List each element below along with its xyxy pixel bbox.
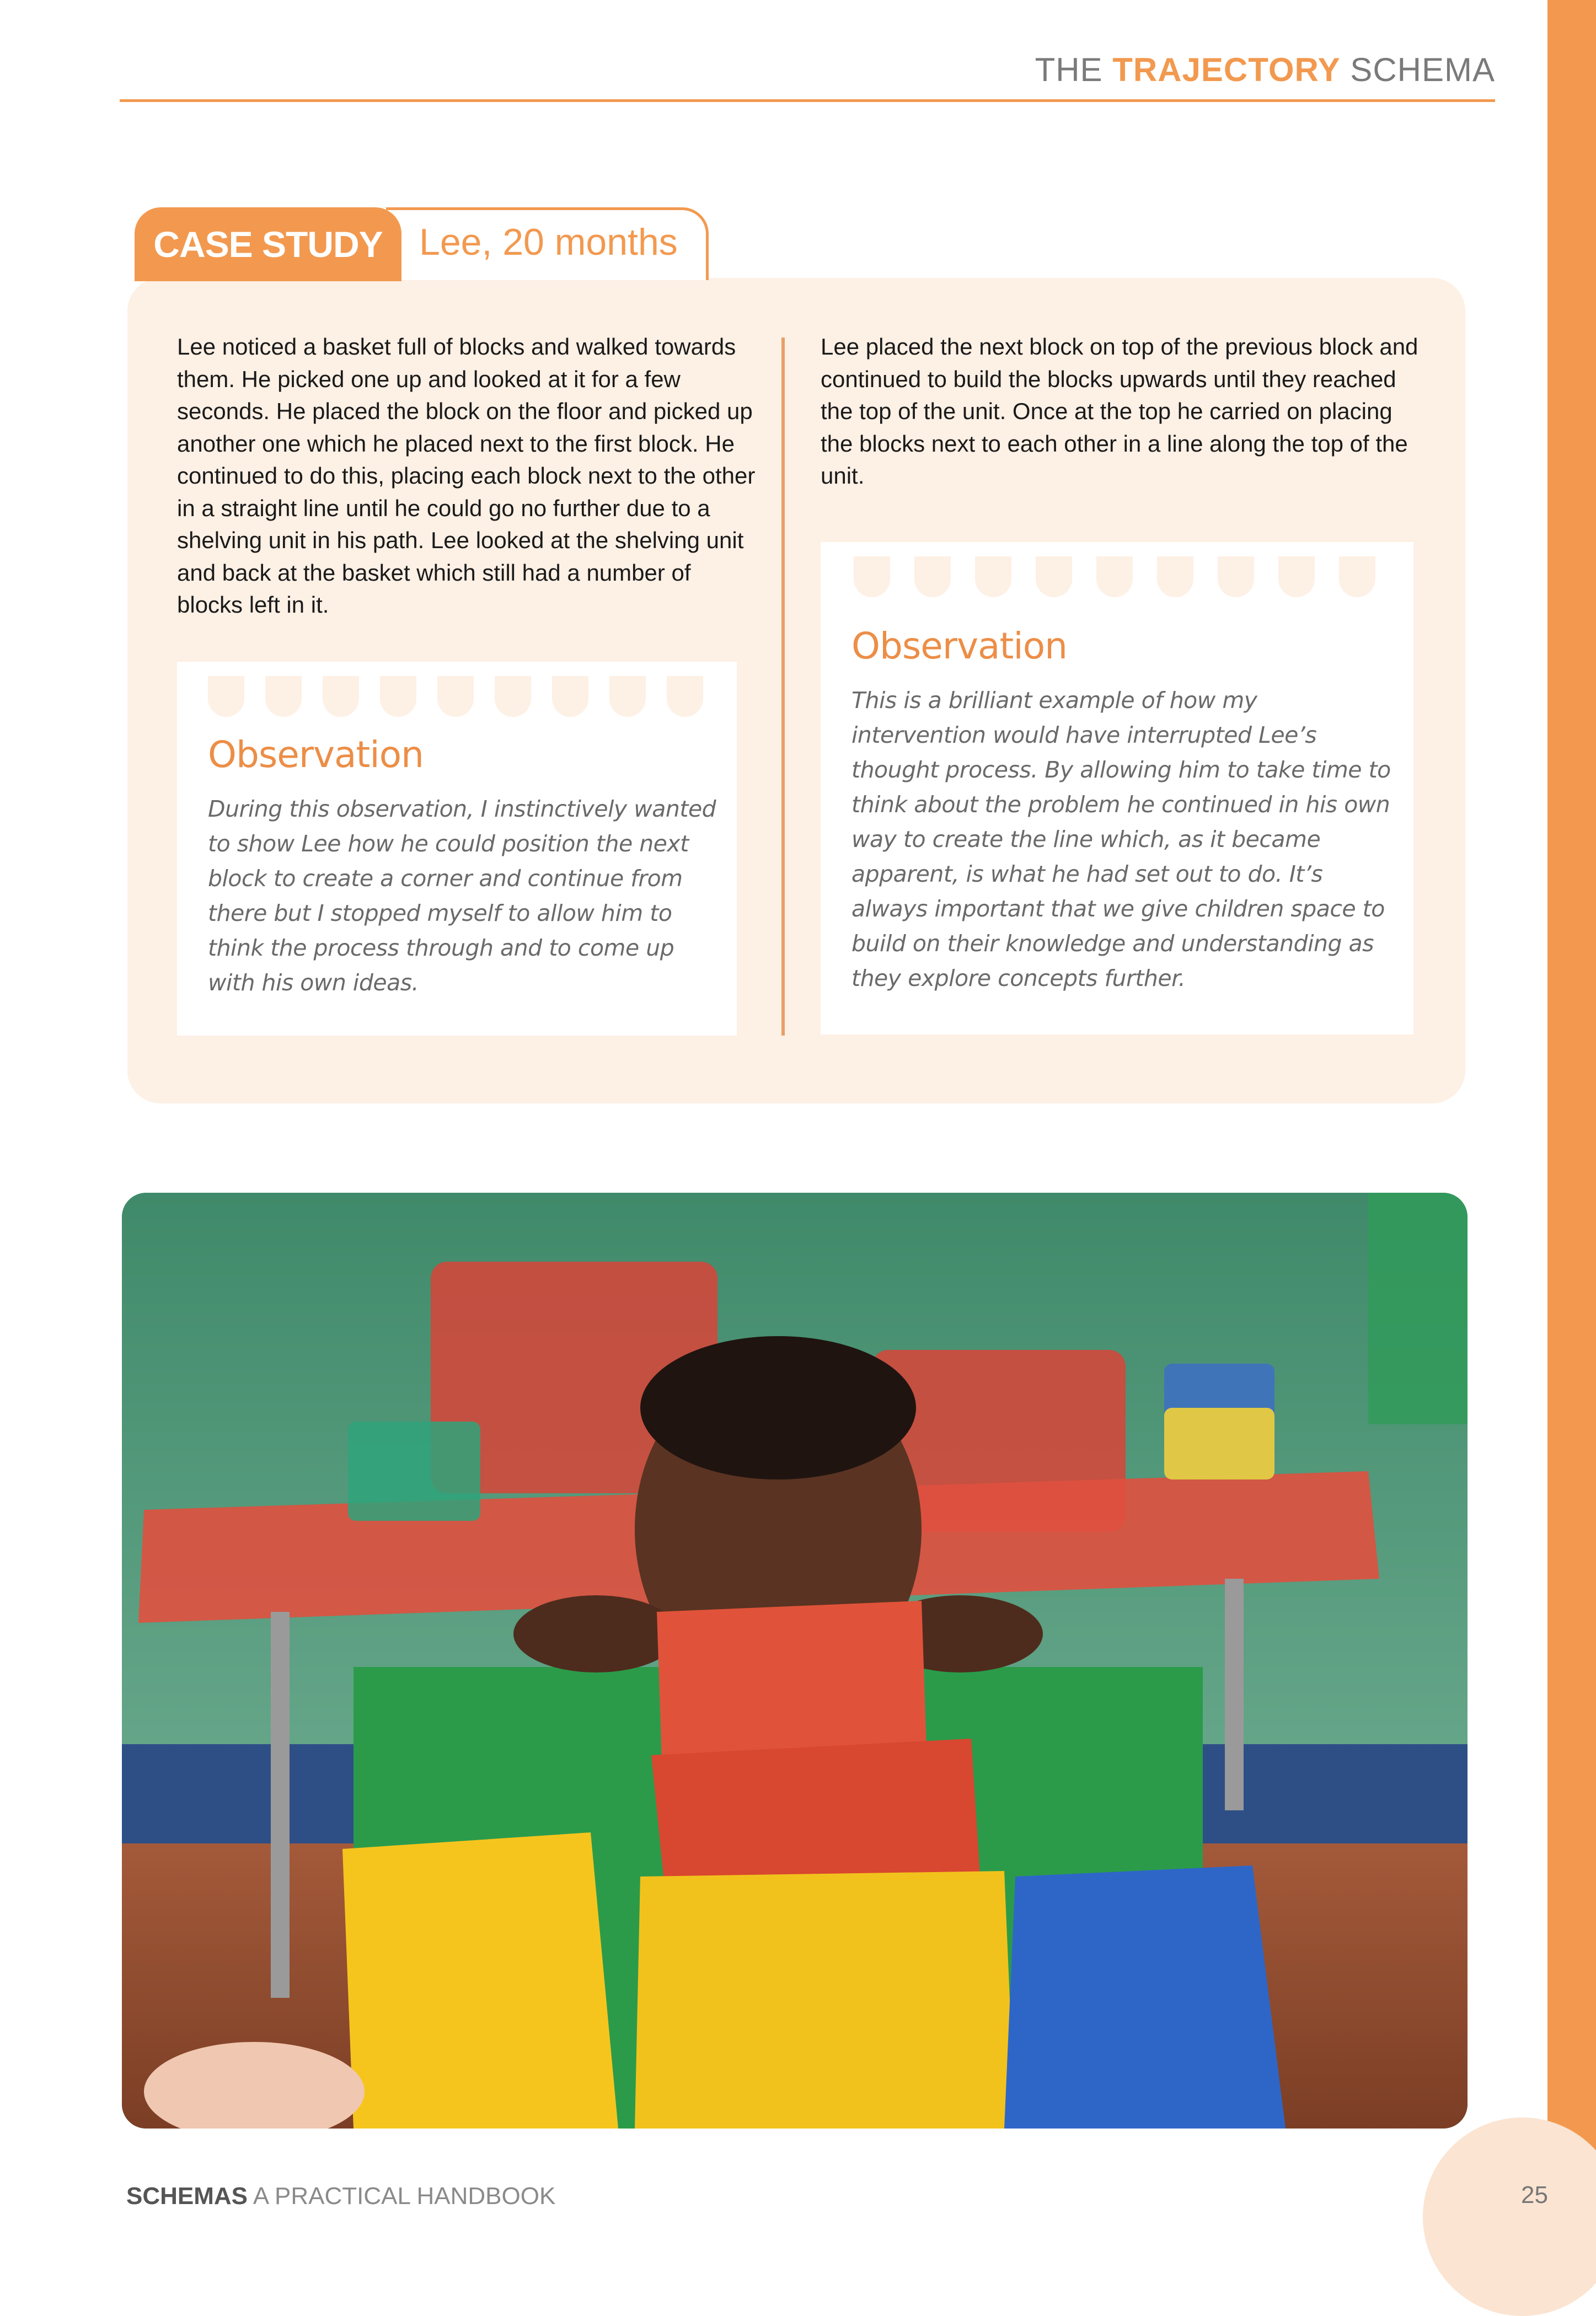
case-study-left-text: Lee noticed a basket full of blocks and walked towards them. He picked one up and looked at it for a few seconds. He placed the block on the floor and picked up another one which he placed next to the first block. He continued to do this, placing each block next to the other in a straight line until he could go no further due to a shelving unit in his path. Lee looked at the shelving unit and back at the basket which still had a number of blocks left in it. (177, 334, 756, 618)
footer-book-rest: A PRACTICAL HANDBOOK (253, 2183, 556, 2210)
observation-heading: Observation (851, 625, 1067, 667)
photo-child-building-blocks (122, 1193, 1468, 2129)
header-accent: TRAJECTORY (1112, 51, 1341, 88)
note-hole (975, 556, 1011, 597)
case-study-tab: CASE STUDY (135, 207, 401, 281)
footer-book-bold: SCHEMAS (126, 2183, 248, 2210)
observation-note-left (177, 662, 737, 1036)
yellow-block-stack (635, 1871, 1015, 2129)
table-leg (271, 1612, 290, 1998)
note-hole (1157, 556, 1193, 597)
note-holes (177, 676, 737, 717)
footer-corner-swoosh (1423, 2117, 1596, 2316)
header-suffix: SCHEMA (1350, 51, 1495, 88)
right-edge-bar (1547, 0, 1596, 2257)
table-leg (1225, 1579, 1244, 1810)
running-header (1035, 51, 1495, 89)
page-number: 25 (1521, 2181, 1548, 2208)
observation-text: This is a brilliant example of how my intervention would have interrupted Lee’s thought process. By allowing him to take time to think about the problem he continued in his own way to create the line which, as it became apparent, is what he had set out to do. It’s always important that we give children space to build on their knowledge and understanding as they explore concepts further. (851, 687, 1391, 991)
footer-book-title (126, 2183, 555, 2210)
blurred-yellow-block (1164, 1408, 1274, 1479)
note-hole (495, 676, 531, 717)
header-prefix: THE (1035, 51, 1103, 88)
note-hole (380, 676, 416, 717)
note-hole (609, 676, 646, 717)
note-hole (1096, 556, 1133, 597)
note-hole (208, 676, 244, 717)
note-hole (552, 676, 588, 717)
child-left-hand (513, 1595, 679, 1672)
header-rule (120, 99, 1495, 102)
note-hole (1339, 556, 1375, 597)
blurred-green-block (348, 1422, 480, 1521)
observation-note-right (821, 542, 1413, 1034)
note-hole (854, 556, 890, 597)
column-divider (781, 337, 785, 1036)
note-hole (1218, 556, 1254, 597)
note-hole (1278, 556, 1315, 597)
observation-text: During this observation, I instinctively wanted to show Lee how he could position the next block to create a corner and continue from there but I stopped myself to allow him to think the process through and to come up with his own ideas. (208, 796, 716, 996)
note-hole (265, 676, 302, 717)
case-study-subject: Lee, 20 months (419, 221, 678, 263)
note-hole (667, 676, 703, 717)
blurred-shelf (1368, 1193, 1468, 1424)
case-study-right-text: Lee placed the next block on top of the previous block and continued to build the blocks upwards until they reached the top of the unit. Once at the top he carried on placing the blocks next to each other in a line along the top of the unit. (821, 334, 1418, 489)
yellow-block-left (342, 1832, 618, 2129)
note-hole (1036, 556, 1072, 597)
observation-heading: Observation (208, 733, 424, 776)
note-hole (914, 556, 951, 597)
blue-block (1004, 1865, 1286, 2129)
child-hair (640, 1336, 916, 1479)
note-hole (323, 676, 359, 717)
note-holes (821, 556, 1413, 597)
note-hole (437, 676, 474, 717)
